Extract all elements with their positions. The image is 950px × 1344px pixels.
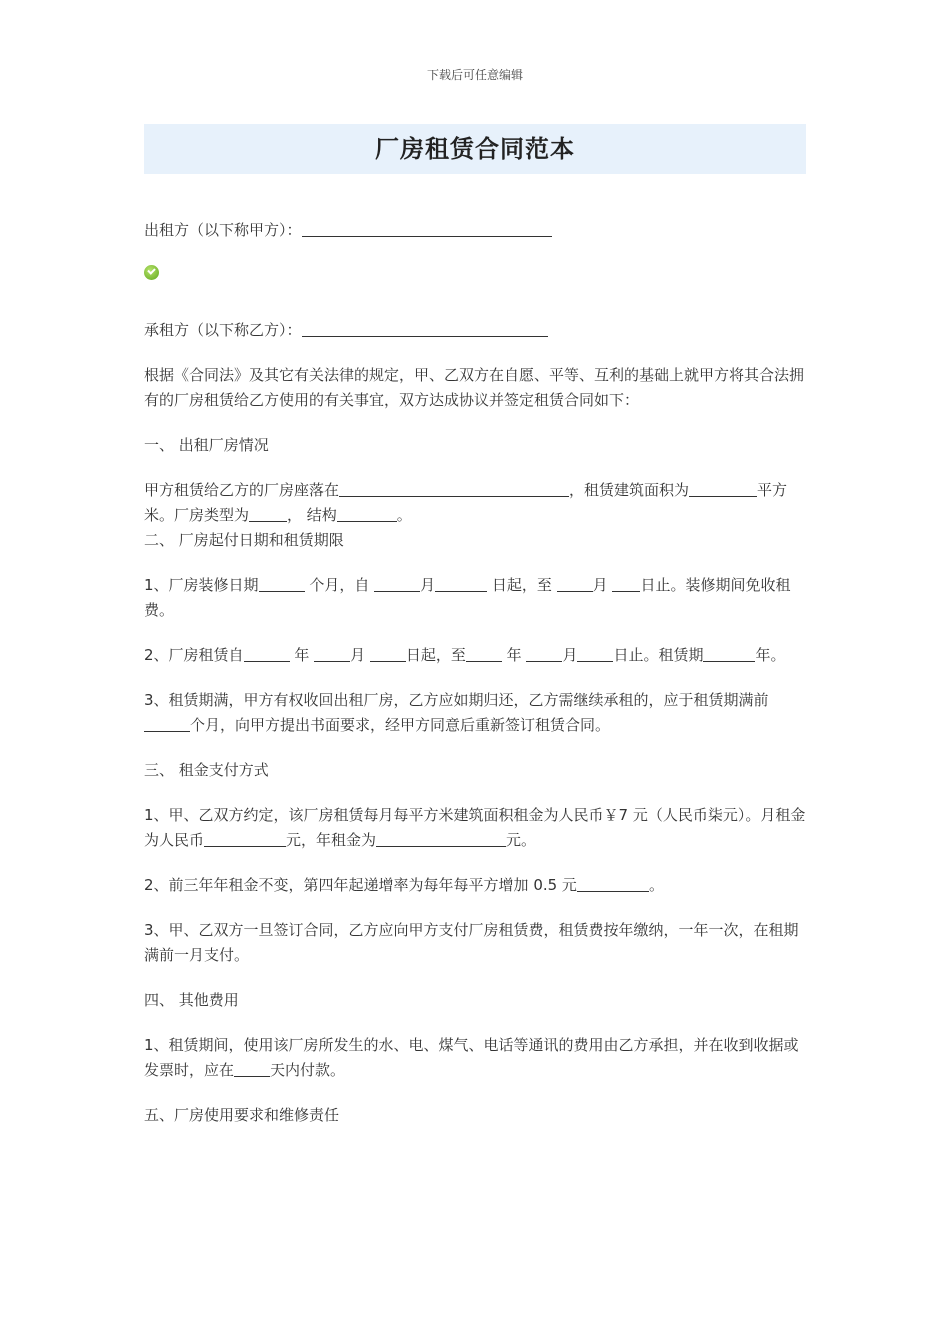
blank bbox=[314, 643, 350, 662]
section-2-item-2 bbox=[144, 643, 806, 668]
document-title: 厂房租赁合同范本 bbox=[375, 135, 575, 163]
text: 年 bbox=[289, 646, 315, 664]
blank bbox=[374, 573, 420, 592]
blank bbox=[244, 643, 290, 662]
annual-rent-blank bbox=[376, 828, 506, 847]
party-b-label: 承租方（以下称乙方）： bbox=[144, 321, 302, 339]
section-5-heading: 五、厂房使用要求和维修责任 bbox=[144, 1106, 340, 1124]
section-2-item-3 bbox=[144, 688, 806, 738]
blank bbox=[370, 643, 406, 662]
section-3-heading: 三、 租金支付方式 bbox=[144, 761, 269, 779]
contract-body bbox=[144, 218, 806, 1128]
check-row bbox=[144, 263, 806, 288]
text: 个月，向甲方提出书面要求，经甲方同意后重新签订租赁合同。 bbox=[190, 716, 611, 734]
text: 1、甲、乙双方约定，该厂房租赁每月每平方米建筑面积租金为人民币￥7 元（人民币柒元）。月租金为人民币 bbox=[144, 806, 806, 849]
text: 日止。装修期间免收租费。 bbox=[144, 576, 791, 619]
text: 日起，至 bbox=[405, 646, 466, 664]
text: 平方米。厂房类型为 bbox=[144, 481, 788, 524]
section-1-heading: 一、 出租厂房情况 bbox=[144, 436, 269, 454]
section-1-text bbox=[144, 478, 806, 528]
blank bbox=[259, 573, 305, 592]
intro-paragraph: 根据《合同法》及其它有关法律的规定，甲、乙双方在自愿、平等、互利的基础上就甲方将其合法拥有的厂房租赁给乙方使用的有关事宜，双方达成协议并签定租赁合同如下： bbox=[144, 366, 805, 409]
section-3-item-2 bbox=[144, 873, 806, 898]
text: 甲方租赁给乙方的厂房座落在 bbox=[144, 481, 340, 499]
monthly-rent-blank bbox=[204, 828, 286, 847]
check-circle-icon bbox=[144, 265, 159, 280]
area-blank bbox=[689, 478, 757, 497]
title-banner bbox=[144, 124, 806, 174]
party-a-label: 出租方（以下称甲方）： bbox=[144, 221, 302, 239]
text: 2、前三年年租金不变，第四年起递增率为每年每平方增加 0.5 元 bbox=[144, 876, 577, 894]
section-3-item-1 bbox=[144, 803, 806, 853]
type-blank bbox=[249, 503, 287, 522]
section-4-item-1 bbox=[144, 1033, 806, 1083]
text: 日止。租赁期 bbox=[613, 646, 704, 664]
location-blank bbox=[339, 478, 569, 497]
blank bbox=[577, 643, 613, 662]
section-2-heading: 二、 厂房起付日期和租赁期限 bbox=[144, 531, 344, 549]
text: 。 bbox=[396, 506, 412, 524]
text: 月 bbox=[592, 576, 613, 594]
text: 月 bbox=[350, 646, 370, 664]
structure-blank bbox=[337, 503, 397, 522]
section-4-heading: 四、 其他费用 bbox=[144, 991, 239, 1009]
blank bbox=[435, 573, 487, 592]
text: 月 bbox=[420, 576, 436, 594]
text: 元。 bbox=[506, 831, 537, 849]
section-2-item-1 bbox=[144, 573, 806, 623]
text: 年 bbox=[501, 646, 527, 664]
text: 1、厂房装修日期 bbox=[144, 576, 259, 594]
blank bbox=[526, 643, 562, 662]
party-b-blank bbox=[302, 318, 548, 337]
text: 日起，至 bbox=[487, 576, 557, 594]
text: 个月，自 bbox=[304, 576, 375, 594]
party-b-line bbox=[144, 318, 806, 343]
party-a-line bbox=[144, 218, 806, 243]
text: 月 bbox=[562, 646, 578, 664]
blank bbox=[612, 573, 640, 592]
text: ，租赁建筑面积为 bbox=[569, 481, 690, 499]
text: 3、租赁期满，甲方有权收回出租厂房，乙方应如期归还，乙方需继续承租的，应于租赁期满前 bbox=[144, 691, 769, 709]
text: 天内付款。 bbox=[270, 1061, 346, 1079]
section-3-item-3: 3、甲、乙双方一旦签订合同，乙方应向甲方支付厂房租赁费，租赁费按年缴纳，一年一次，在租期满前一月支付。 bbox=[144, 921, 799, 964]
blank bbox=[703, 643, 755, 662]
party-a-blank bbox=[302, 218, 552, 237]
text: 1、租赁期间，使用该厂房所发生的水、电、煤气、电话等通讯的费用由乙方承担，并在收到收据或发票时，应在 bbox=[144, 1036, 799, 1079]
text: 年。 bbox=[755, 646, 786, 664]
text: 元，年租金为 bbox=[286, 831, 377, 849]
blank bbox=[466, 643, 502, 662]
header-note: 下载后可任意编辑 bbox=[426, 68, 523, 82]
blank bbox=[577, 873, 649, 892]
blank bbox=[234, 1058, 270, 1077]
text: ， 结构 bbox=[287, 506, 337, 524]
text: 。 bbox=[648, 876, 664, 894]
blank bbox=[557, 573, 593, 592]
blank bbox=[144, 713, 190, 732]
text: 2、厂房租赁自 bbox=[144, 646, 244, 664]
